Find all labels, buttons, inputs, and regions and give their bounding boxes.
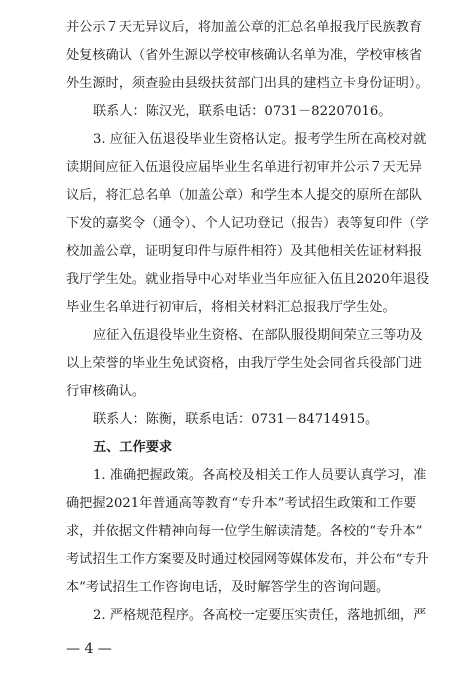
text-line: 校加盖公章，证明复印件与原件相符）及其他相关佐证材料报	[66, 244, 423, 259]
text-line: 行审核确认。	[66, 384, 146, 399]
text-line: 3. 应征入伍退役毕业生资格认定。报考学生所在高校对就	[93, 132, 427, 147]
text-line: 读期间应征入伍退役应届毕业生名单进行初审并公示７天无异	[66, 160, 423, 175]
text-line: 应征入伍退役毕业生资格、在部队服役期间荣立三等功及	[93, 328, 423, 343]
text-line: 并公示７天无异议后，将加盖公章的汇总名单报我厅民族教育	[66, 20, 423, 35]
text-line: 联系人：陈衡，联系电话：0731－84714915。	[93, 412, 379, 427]
text-line: 以上荣誉的毕业生免试资格，由我厅学生处会同省兵役部门进	[66, 356, 423, 371]
document-body	[66, 14, 432, 630]
text-line: 本”考试招生工作咨询电话，及时解答学生的咨询问题。	[66, 580, 390, 595]
text-line: 1. 准确把握政策。各高校及相关工作人员要认真学习，准	[93, 468, 427, 483]
text-line: 联系人：陈汉光，联系电话：0731－82207016。	[93, 104, 392, 119]
text-line: 求，并依据文件精神向每一位学生解读清楚。各校的“专升本”	[66, 524, 423, 539]
section-heading: 五、工作要求	[93, 440, 173, 455]
text-line: 外生源时，须查验由县级扶贫部门出具的建档立卡身份证明）。	[66, 76, 429, 91]
text-line: 考试招生工作方案要及时通过校园网等媒体发布，并公布“专升	[66, 552, 429, 567]
text-line: 下发的嘉奖令（通令）、个人记功登记（报告）表等复印件（学	[66, 216, 429, 231]
text-line: 我厅学生处。就业指导中心对毕业当年应征入伍且2020年退役	[66, 272, 430, 287]
text-line: 毕业生名单进行初审后，将相关材料汇总报我厅学生处。	[66, 300, 396, 315]
text-line: 议后，将汇总名单（加盖公章）和学生本人提交的原所在部队	[66, 188, 423, 203]
text-line: 确把握2021年普通高等教育“专升本”考试招生政策和工作要	[66, 496, 417, 511]
page-number: — 4 —	[66, 641, 112, 657]
text-line: 2. 严格规范程序。各高校一定要压实责任，落地抓细，严	[93, 608, 427, 623]
text-line: 处复核确认（省外生源以学校审核确认名单为准，学校审核省	[66, 48, 423, 63]
